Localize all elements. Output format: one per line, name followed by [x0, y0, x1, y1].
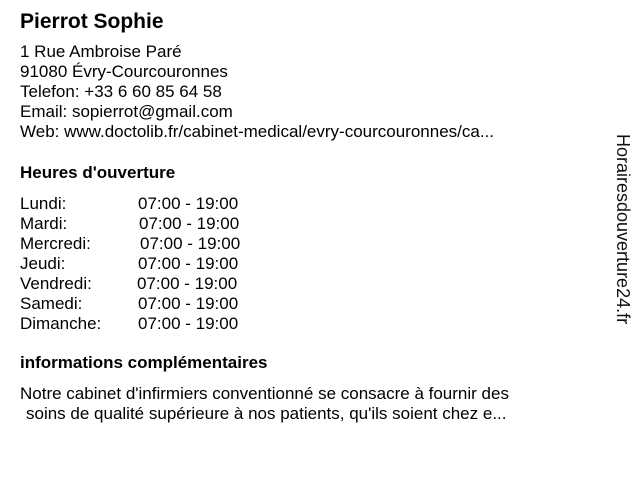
info-text-line: Notre cabinet d'infirmiers conventionné se consacre à fournir des: [20, 384, 509, 403]
day-label: Samedi:: [20, 294, 83, 313]
watermark-text: Horairesdouverture24.fr: [613, 134, 633, 325]
hours-row-mercredi: [20, 234, 240, 254]
day-label: Vendredi:: [20, 274, 92, 293]
phone-number[interactable]: Telefon: +33 6 60 85 64 58: [20, 82, 222, 101]
contact-details: [20, 42, 600, 142]
hours-row-mardi: [20, 214, 240, 234]
opening-hours-heading: Heures d'ouverture: [20, 163, 176, 182]
time-range: 07:00 - 19:00: [138, 314, 239, 333]
time-range: 07:00 - 19:00: [138, 254, 239, 273]
time-range: 07:00 - 19:00: [140, 234, 241, 253]
hours-row-vendredi: [20, 274, 240, 294]
opening-hours-table: [20, 194, 240, 334]
time-range: 07:00 - 19:00: [138, 194, 239, 213]
address-city: 91080 Évry-Courcouronnes: [20, 62, 228, 81]
additional-info-heading: informations complémentaires: [20, 353, 268, 372]
time-range: 07:00 - 19:00: [137, 274, 238, 293]
site-watermark: [612, 134, 634, 374]
hours-row-dimanche: [20, 314, 240, 334]
contact-name: Pierrot Sophie: [20, 10, 164, 33]
day-label: Mercredi:: [20, 234, 91, 253]
email-address[interactable]: Email: sopierrot@gmail.com: [20, 102, 233, 121]
additional-info-text: [20, 384, 600, 424]
day-label: Lundi:: [20, 194, 67, 213]
day-label: Mardi:: [20, 214, 68, 233]
website-link[interactable]: Web: www.doctolib.fr/cabinet-medical/evry-courcouronnes/ca...: [20, 122, 494, 141]
hours-row-jeudi: [20, 254, 240, 274]
day-label: Jeudi:: [20, 254, 66, 273]
time-range: 07:00 - 19:00: [138, 294, 239, 313]
time-range: 07:00 - 19:00: [139, 214, 240, 233]
hours-row-lundi: [20, 194, 240, 214]
info-text-line: soins de qualité supérieure à nos patients, qu'ils soient chez e...: [26, 404, 507, 423]
day-label: Dimanche:: [20, 314, 102, 333]
address-street: 1 Rue Ambroise Paré: [20, 42, 182, 61]
hours-row-samedi: [20, 294, 240, 314]
